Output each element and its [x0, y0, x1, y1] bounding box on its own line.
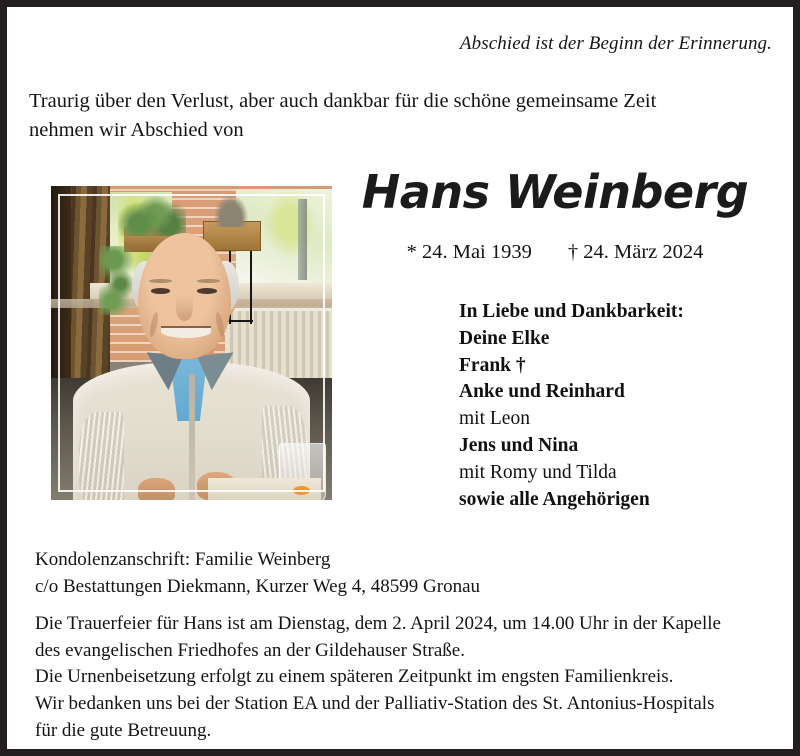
- photo-nose: [176, 296, 193, 321]
- condolence-address: [35, 546, 480, 600]
- death-date: † 24. März 2024: [567, 241, 704, 263]
- intro-line-1: Traurig über den Verlust, aber auch dankbar für die schöne gemeinsame Zeit: [29, 90, 657, 112]
- family-heading: In Liebe und Dankbarkeit:: [459, 301, 684, 322]
- family-line: mit Leon: [459, 408, 530, 430]
- photo-eye-right: [197, 288, 217, 294]
- service-line-2: des evangelischen Friedhofes an der Gildehauser Straße.: [35, 639, 465, 661]
- thanks-line-2: für die gute Betreuung.: [35, 719, 212, 741]
- notice-inner: [7, 7, 793, 749]
- life-dates: [345, 241, 765, 264]
- photo-sleeve-left: [79, 412, 124, 500]
- portrait-photo-image: [51, 186, 332, 500]
- family-line: mit Romy und Tilda: [459, 461, 617, 483]
- service-line-3: Die Urnenbeisetzung erfolgt zu einem späteren Zeitpunkt im engsten Familienkreis.: [35, 666, 674, 687]
- photo-zipper: [189, 374, 195, 500]
- photo-hand-left: [138, 478, 175, 500]
- condolence-address-line-1: Kondolenzanschrift: Familie Weinberg: [35, 549, 331, 570]
- birth-date: * 24. Mai 1939: [406, 241, 532, 263]
- photo-eye-left: [151, 288, 171, 294]
- portrait-photo: [51, 186, 332, 500]
- intro-line-2: nehmen wir Abschied von: [29, 119, 244, 141]
- service-line-1: Die Trauerfeier für Hans ist am Dienstag, dem 2. April 2024, um 14.00 Uhr in der Kapelle: [35, 613, 721, 634]
- service-details: [35, 611, 777, 691]
- condolence-address-line-2: c/o Bestattungen Diekmann, Kurzer Weg 4, 48599 Gronau: [35, 576, 481, 597]
- thanks-paragraph: [35, 691, 779, 744]
- epigraph-quote: Abschied ist der Beginn der Erinnerung.: [459, 33, 772, 54]
- intro-paragraph: [29, 87, 774, 145]
- photo-eyebrow-right: [197, 279, 219, 283]
- deceased-name: Hans Weinberg: [361, 165, 749, 219]
- family-block: [459, 299, 684, 513]
- family-line: Jens und Nina: [459, 434, 579, 456]
- thanks-line-1: Wir bedanken uns bei der Station EA und der Palliativ-Station des St. Antonius-Hospitals: [35, 693, 715, 714]
- family-line: Deine Elke: [459, 327, 550, 349]
- photo-eyebrow-left: [149, 279, 171, 283]
- family-line: Anke und Reinhard: [459, 381, 625, 403]
- family-line: sowie alle Angehörigen: [459, 488, 650, 510]
- family-line: Frank †: [459, 354, 526, 376]
- photo-food: [293, 486, 310, 495]
